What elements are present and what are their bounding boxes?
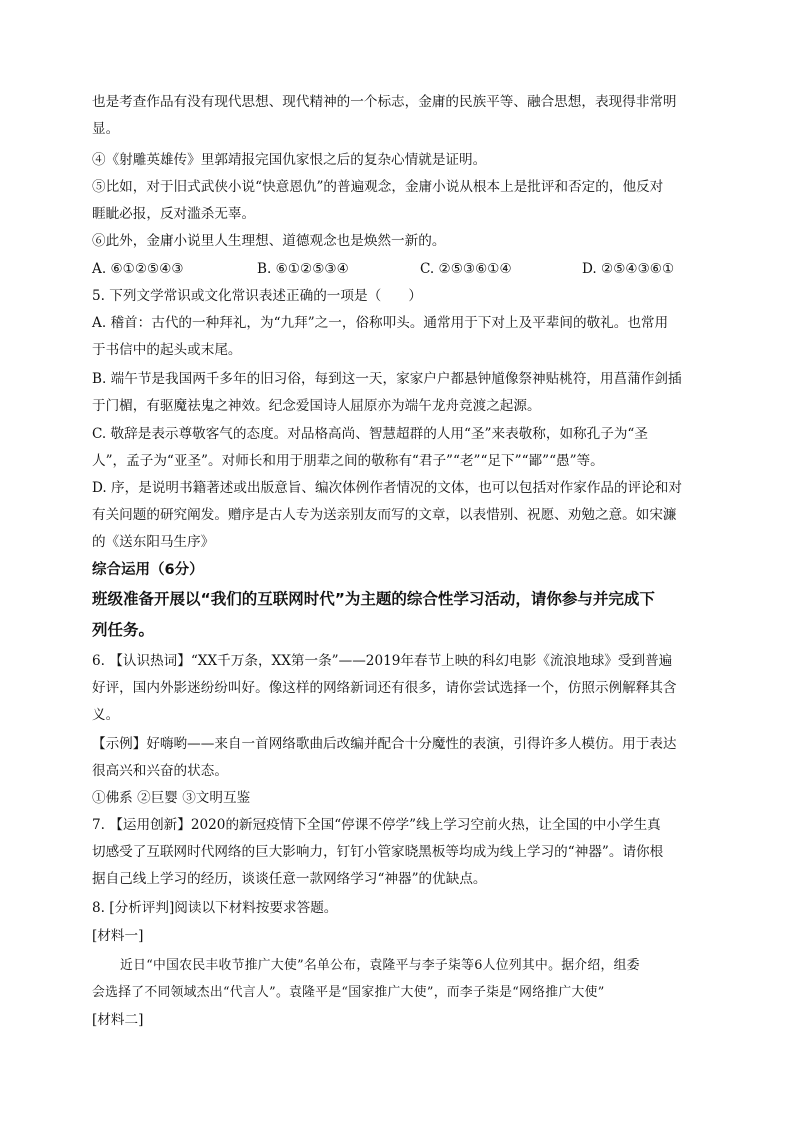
choice-a-line: A. 稽首：古代的一种拜礼，为“九拜”之一，俗称叩头。通常用于下对上及平辈间的敬礼。也常用 <box>92 315 669 331</box>
choice-d-line: D. 序，是说明书籍著述或出版意旨、编次体例作者情况的文体，也可以包括对作家作品的评论和对 <box>92 480 682 496</box>
choice-c-line: 人”，孟子为“亚圣”。对师长和用于朋辈之间的敬称有“君子”“老”“足下”“鄙”“愚”等。 <box>92 453 604 469</box>
section-heading: 综合运用（6分） <box>92 562 204 578</box>
example-line: 很高兴和兴奋的状态。 <box>92 763 228 779</box>
material-label: [材料二] <box>92 1012 144 1028</box>
choice-d-line: 有关问题的研究阐发。赠序是古人专为送亲别友而写的文章，以表惜别、祝愿、劝勉之意。如宋濂 <box>92 507 677 523</box>
material-text: 会选择了不同领域杰出“代言人”。袁隆平是“国家推广大使”，而李子柒是“网络推广大使” <box>92 985 605 1000</box>
choice-a-line: 于书信中的起头或末尾。 <box>92 342 242 358</box>
question-6: 好评，国内外影迷纷纷叫好。像这样的网络新词还有很多，请你尝试选择一个，仿照示例解释其含 <box>92 680 677 696</box>
choice-d-line: 的《送东阳马生序》 <box>92 534 215 550</box>
task-intro: 列任务。 <box>92 621 155 639</box>
example-line: 【示例】好嗨哟——来自一首网络歌曲后改编并配合十分魔性的表演，引得许多人模仿。用于表达 <box>92 736 677 752</box>
choice-b-line: 于门楣，有驱魔祛鬼之神效。纪念爱国诗人屈原亦为端午龙舟竞渡之起源。 <box>92 398 541 414</box>
question-7: 切感受了互联网时代网络的巨大影响力，钉钉小管家晓黑板等均成为线上学习的“神器”。请你根 <box>92 844 664 860</box>
text-line: ⑥此外，金庸小说里人生理想、道德观念也是焕然一新的。 <box>92 233 446 249</box>
task-intro: 班级准备开展以“我们的互联网时代”为主题的综合性学习活动，请你参与并完成下 <box>92 590 655 608</box>
option-c: C. ②⑤③⑥①④ <box>420 261 512 277</box>
text-line: ④《射雕英雄传》里郭靖报完国仇家恨之后的复杂心情就是证明。 <box>92 152 487 168</box>
choice-b-line: B. 端午节是我国两千多年的旧习俗，每到这一天，家家户户都悬钟馗像祭神贴桃符，用菖蒲作剑插 <box>92 371 682 387</box>
question-5: 5. 下列文学常识或文化常识表述正确的一项是（ ） <box>92 288 422 304</box>
question-8: 8. [分析评判]阅读以下材料按要求答题。 <box>92 900 338 916</box>
choice-c-line: C. 敬辞是表示尊敬客气的态度。对品格高尚、智慧超群的人用“圣”来表敬称，如称孔子为“圣 <box>92 426 648 442</box>
option-a: A. ⑥①②⑤④③ <box>92 261 184 277</box>
material-text: 近日“中国农民丰收节推广大使”名单公布，袁隆平与李子柒等6人位列其中。据介绍，组委 <box>120 958 640 973</box>
text-line: 显。 <box>92 121 120 137</box>
question-6: 义。 <box>92 707 120 723</box>
question-6: 6. 【认识热词】“XX千万条，XX第一条”——2019年春节上映的科幻电影《流浪地球》受到普遍 <box>92 653 673 669</box>
question-7: 据自己线上学习的经历，谈谈任意一款网络学习“神器”的优缺点。 <box>92 871 487 887</box>
text-line: 睚眦必报，反对滥杀无辜。 <box>92 206 256 222</box>
option-b: B. ⑥①②⑤③④ <box>257 261 349 277</box>
option-d: D. ②⑤④③⑥① <box>582 261 675 277</box>
question-7: 7. 【运用创新】2020的新冠疫情下全国“停课不停学”线上学习空前火热，让全国的中小学生真 <box>92 817 661 833</box>
material-label: [材料一] <box>92 928 144 944</box>
text-line: 也是考查作品有没有现代思想、现代精神的一个标志，金庸的民族平等、融合思想，表现得非常明 <box>92 94 677 110</box>
word-list: ①佛系 ②巨婴 ③文明互鉴 <box>92 790 251 806</box>
text-line: ⑤比如，对于旧式武侠小说“快意恩仇”的普遍观念，金庸小说从根本上是批评和否定的，他反对 <box>92 179 664 195</box>
